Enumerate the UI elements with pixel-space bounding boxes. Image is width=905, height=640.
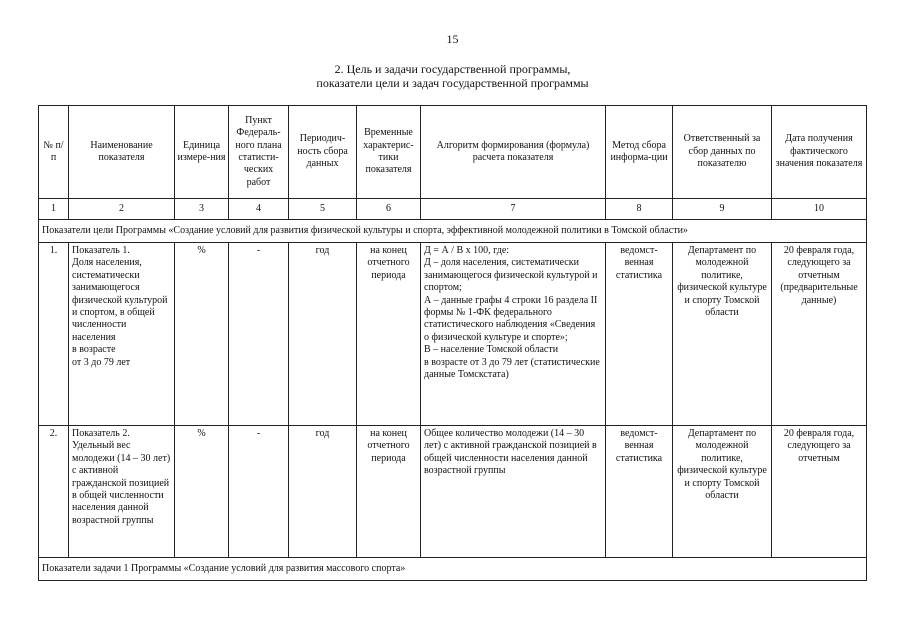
column-number: 1 xyxy=(39,199,69,220)
table-row xyxy=(39,426,867,558)
column-number: 7 xyxy=(421,199,606,220)
algorithm-cell: Д = А / В х 100, где: Д – доля населения, систематически занимающегося физической культурой и спортом; А – данные графы 4 строки 16 раздела II формы № 1-ФК федерального статистического наблюдения «Сведения о физической культуре и спорте»; В – население Томской области в возрасте от 3 до 79 лет (статистические данные Томскстата) xyxy=(421,243,606,426)
responsible-cell: Департамент по молодежной политике, физической культуре и спорту Томской области xyxy=(673,243,772,426)
header-row xyxy=(39,106,867,199)
column-number: 8 xyxy=(606,199,673,220)
method-cell: ведомст-венная статистика xyxy=(606,243,673,426)
time-characteristics-cell: на конец отчетного периода xyxy=(357,243,421,426)
row-number: 1. xyxy=(39,243,69,426)
title-line-2: показатели цели и задач государственной программы xyxy=(316,76,589,90)
date-cell: 20 февраля года, следующего за отчетным (предварительные данные) xyxy=(772,243,867,426)
row-number: 2. xyxy=(39,426,69,558)
section-task1-label: Показатели задачи 1 Программы «Создание условий для развития массового спорта» xyxy=(39,558,867,581)
document-title xyxy=(0,62,905,90)
header-cell-unit: Единица измере-ния xyxy=(175,106,229,199)
section-row-task1 xyxy=(39,558,867,581)
method-cell: ведомст-венная статистика xyxy=(606,426,673,558)
responsible-cell: Департамент по молодежной политике, физической культуре и спорту Томской области xyxy=(673,426,772,558)
table-row xyxy=(39,243,867,426)
section-goal-label: Показатели цели Программы «Создание условий для развития физической культуры и спорта, эффективной молодежной политики в Томской области» xyxy=(39,220,867,243)
header-cell-plan-item: Пункт Федераль-ного плана статисти-ческих работ xyxy=(229,106,289,199)
plan-item-cell: - xyxy=(229,426,289,558)
header-cell-num: № п/п xyxy=(39,106,69,199)
periodicity-cell: год xyxy=(289,426,357,558)
title-line-1: 2. Цель и задачи государственной программы, xyxy=(334,62,571,76)
column-number: 6 xyxy=(357,199,421,220)
indicators-table xyxy=(38,105,867,581)
algorithm-cell: Общее количество молодежи (14 – 30 лет) с активной гражданской позицией в общей численности населения данной возрастной группы xyxy=(421,426,606,558)
header-cell-algorithm: Алгоритм формирования (формула) расчета показателя xyxy=(421,106,606,199)
column-number: 3 xyxy=(175,199,229,220)
plan-item-cell: - xyxy=(229,243,289,426)
column-number: 9 xyxy=(673,199,772,220)
indicator-name: Показатель 2. Удельный вес молодежи (14 – 30 лет) с активной гражданской позицией в общей численности населения данной возрастной группы xyxy=(69,426,175,558)
indicator-name: Показатель 1. Доля населения, систематически занимающегося физической культурой и спортом, в общей численности населения в возрасте от 3 до 79 лет xyxy=(69,243,175,426)
column-number: 4 xyxy=(229,199,289,220)
time-characteristics-cell: на конец отчетного периода xyxy=(357,426,421,558)
column-number: 5 xyxy=(289,199,357,220)
header-cell-name: Наименование показателя xyxy=(69,106,175,199)
unit-cell: % xyxy=(175,243,229,426)
section-row-goal xyxy=(39,220,867,243)
header-cell-responsible: Ответственный за сбор данных по показателю xyxy=(673,106,772,199)
column-number: 2 xyxy=(69,199,175,220)
date-cell: 20 февраля года, следующего за отчетным xyxy=(772,426,867,558)
periodicity-cell: год xyxy=(289,243,357,426)
unit-cell: % xyxy=(175,426,229,558)
page-number: 15 xyxy=(446,32,459,46)
header-cell-method: Метод сбора информа-ции xyxy=(606,106,673,199)
header-cell-periodicity: Периодич-ность сбора данных xyxy=(289,106,357,199)
column-number: 10 xyxy=(772,199,867,220)
column-number-row xyxy=(39,199,867,220)
header-cell-time-characteristics: Временные характерис-тики показателя xyxy=(357,106,421,199)
header-cell-date: Дата получения фактического значения показателя xyxy=(772,106,867,199)
